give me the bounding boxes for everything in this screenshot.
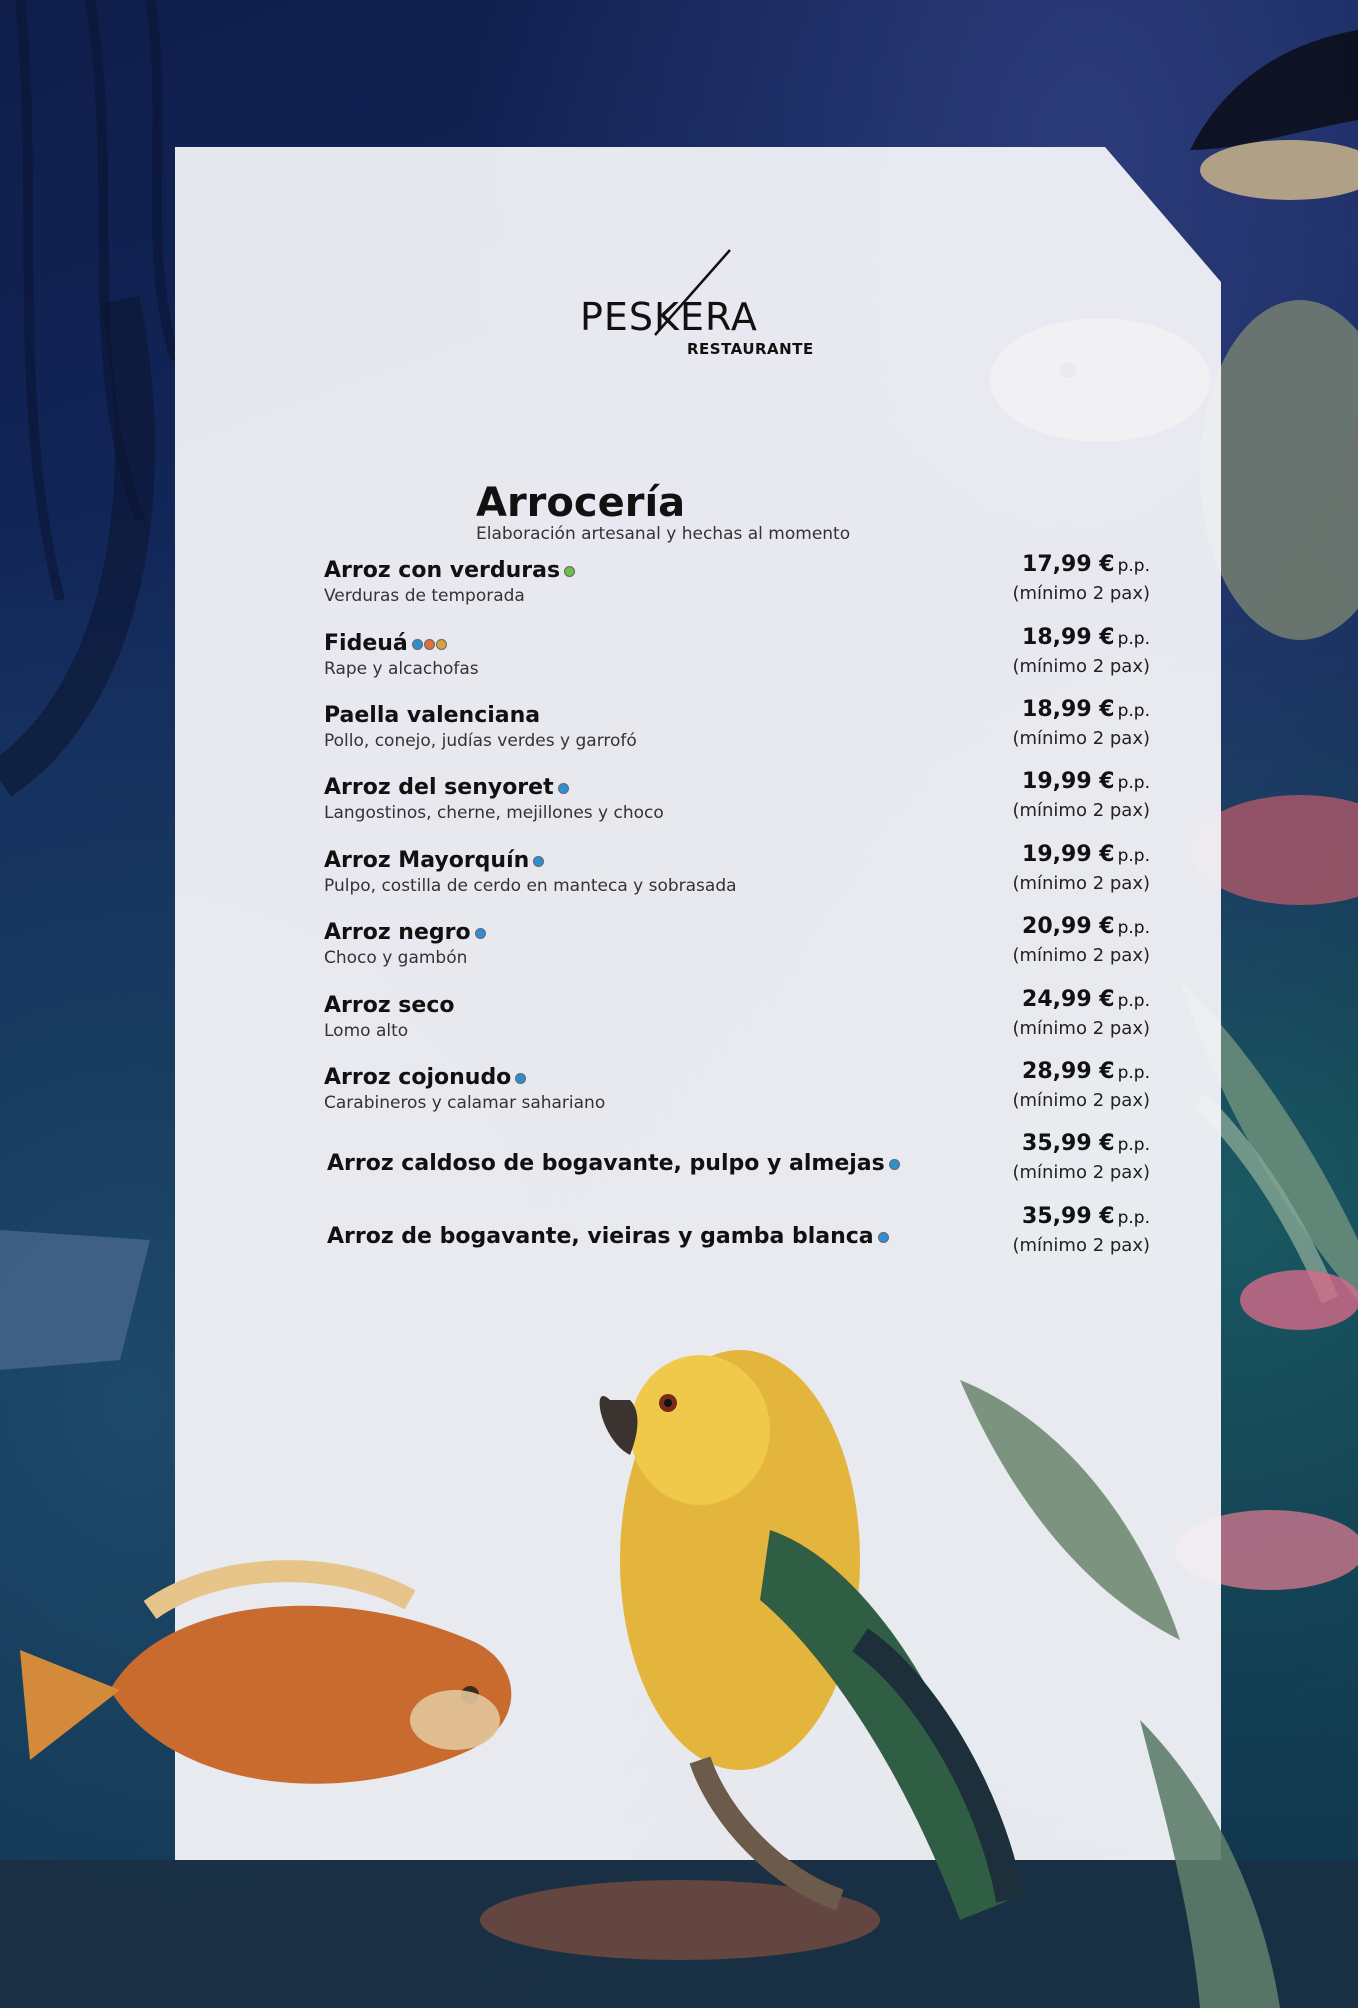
minimum-note: (mínimo 2 pax) bbox=[1012, 800, 1150, 821]
menu-item bbox=[324, 1131, 1150, 1191]
item-name-wrap bbox=[324, 993, 454, 1018]
menu-item bbox=[324, 697, 1150, 757]
item-name: Arroz negro bbox=[324, 920, 471, 945]
item-price: 18,99 € bbox=[1022, 697, 1115, 722]
item-description: Carabineros y calamar sahariano bbox=[324, 1093, 606, 1113]
item-name-wrap bbox=[324, 1065, 527, 1091]
fish-icon bbox=[878, 1232, 889, 1243]
item-description: Pollo, conejo, judías verdes y garrofó bbox=[324, 731, 637, 751]
item-description: Verduras de temporada bbox=[324, 586, 525, 606]
item-price-wrap bbox=[1022, 914, 1150, 939]
allergen-icons bbox=[475, 921, 487, 946]
allergen-icons bbox=[889, 1152, 901, 1177]
item-description: Pulpo, costilla de cerdo en manteca y sobrasada bbox=[324, 876, 737, 896]
allergen-icons bbox=[558, 776, 570, 801]
item-price-wrap bbox=[1022, 697, 1150, 722]
item-price-wrap bbox=[1022, 987, 1150, 1012]
item-price: 24,99 € bbox=[1022, 987, 1115, 1012]
vegetable-icon bbox=[564, 566, 575, 577]
item-price-wrap bbox=[1022, 769, 1150, 794]
item-price-wrap bbox=[1022, 842, 1150, 867]
item-price-wrap bbox=[1022, 625, 1150, 650]
gluten-icon bbox=[436, 639, 447, 650]
item-description: Langostinos, cherne, mejillones y choco bbox=[324, 803, 664, 823]
minimum-note: (mínimo 2 pax) bbox=[1012, 1162, 1150, 1183]
allergen-icons bbox=[515, 1066, 527, 1091]
price-unit: p.p. bbox=[1117, 1063, 1150, 1083]
item-description: Choco y gambón bbox=[324, 948, 468, 968]
minimum-note: (mínimo 2 pax) bbox=[1012, 728, 1150, 749]
price-unit: p.p. bbox=[1117, 773, 1150, 793]
item-name: Arroz de bogavante, vieiras y gamba blanca bbox=[327, 1224, 874, 1249]
item-price-wrap bbox=[1022, 552, 1150, 577]
item-name-wrap bbox=[324, 920, 487, 946]
menu-item bbox=[324, 552, 1150, 612]
item-price: 17,99 € bbox=[1022, 552, 1115, 577]
menu-item bbox=[324, 842, 1150, 902]
minimum-note: (mínimo 2 pax) bbox=[1012, 1235, 1150, 1256]
fish-icon bbox=[475, 928, 486, 939]
allergen-icons bbox=[564, 559, 576, 584]
price-unit: p.p. bbox=[1117, 1135, 1150, 1155]
minimum-note: (mínimo 2 pax) bbox=[1012, 945, 1150, 966]
allergen-icons bbox=[533, 849, 545, 874]
price-unit: p.p. bbox=[1117, 701, 1150, 721]
item-name: Arroz del senyoret bbox=[324, 775, 554, 800]
item-price: 28,99 € bbox=[1022, 1059, 1115, 1084]
item-name-wrap bbox=[327, 1224, 890, 1250]
item-name-wrap bbox=[324, 558, 576, 584]
item-price: 20,99 € bbox=[1022, 914, 1115, 939]
item-name: Arroz cojonudo bbox=[324, 1065, 512, 1090]
item-name-wrap bbox=[324, 703, 540, 728]
item-name-wrap bbox=[324, 848, 545, 874]
logo-subtitle: RESTAURANTE bbox=[687, 340, 814, 358]
price-unit: p.p. bbox=[1117, 846, 1150, 866]
fish-icon bbox=[515, 1073, 526, 1084]
shellfish-icon bbox=[424, 639, 435, 650]
item-name: Arroz caldoso de bogavante, pulpo y almejas bbox=[327, 1151, 885, 1176]
minimum-note: (mínimo 2 pax) bbox=[1012, 583, 1150, 604]
price-unit: p.p. bbox=[1117, 918, 1150, 938]
price-unit: p.p. bbox=[1117, 629, 1150, 649]
item-name: Fideuá bbox=[324, 631, 408, 656]
fish-icon bbox=[889, 1159, 900, 1170]
item-name: Arroz Mayorquín bbox=[324, 848, 530, 873]
price-unit: p.p. bbox=[1117, 991, 1150, 1011]
fish-icon bbox=[412, 639, 423, 650]
logo-wordmark: PESKERA bbox=[580, 295, 758, 339]
menu-item bbox=[324, 769, 1150, 829]
minimum-note: (mínimo 2 pax) bbox=[1012, 873, 1150, 894]
item-description: Rape y alcachofas bbox=[324, 659, 479, 679]
item-description: Lomo alto bbox=[324, 1021, 409, 1041]
item-price: 35,99 € bbox=[1022, 1131, 1115, 1156]
menu-item bbox=[324, 1204, 1150, 1264]
fish-icon bbox=[558, 783, 569, 794]
minimum-note: (mínimo 2 pax) bbox=[1012, 1090, 1150, 1111]
menu-item bbox=[324, 914, 1150, 974]
restaurant-logo bbox=[575, 245, 835, 365]
parrot-illustration bbox=[600, 1350, 1010, 1920]
item-name-wrap bbox=[324, 775, 570, 801]
item-price-wrap bbox=[1022, 1059, 1150, 1084]
fish-icon bbox=[533, 856, 544, 867]
allergen-icons bbox=[878, 1225, 890, 1250]
item-name-wrap bbox=[327, 1151, 901, 1177]
menu-item bbox=[324, 1059, 1150, 1119]
item-price: 19,99 € bbox=[1022, 842, 1115, 867]
price-unit: p.p. bbox=[1117, 556, 1150, 576]
item-price-wrap bbox=[1022, 1131, 1150, 1156]
item-price: 35,99 € bbox=[1022, 1204, 1115, 1229]
menu-item bbox=[324, 987, 1150, 1047]
item-price-wrap bbox=[1022, 1204, 1150, 1229]
menu-item bbox=[324, 625, 1150, 685]
item-price: 19,99 € bbox=[1022, 769, 1115, 794]
minimum-note: (mínimo 2 pax) bbox=[1012, 656, 1150, 677]
item-name: Paella valenciana bbox=[324, 703, 541, 728]
section-subtitle: Elaboración artesanal y hechas al momento bbox=[476, 524, 851, 544]
item-name: Arroz con verduras bbox=[324, 558, 561, 583]
item-name: Arroz seco bbox=[324, 993, 455, 1018]
item-price: 18,99 € bbox=[1022, 625, 1115, 650]
allergen-icons bbox=[412, 632, 448, 657]
section-title: Arrocería bbox=[476, 480, 686, 526]
orange-fish-illustration bbox=[20, 1571, 511, 1784]
item-name-wrap bbox=[324, 631, 448, 657]
minimum-note: (mínimo 2 pax) bbox=[1012, 1018, 1150, 1039]
price-unit: p.p. bbox=[1117, 1208, 1150, 1228]
